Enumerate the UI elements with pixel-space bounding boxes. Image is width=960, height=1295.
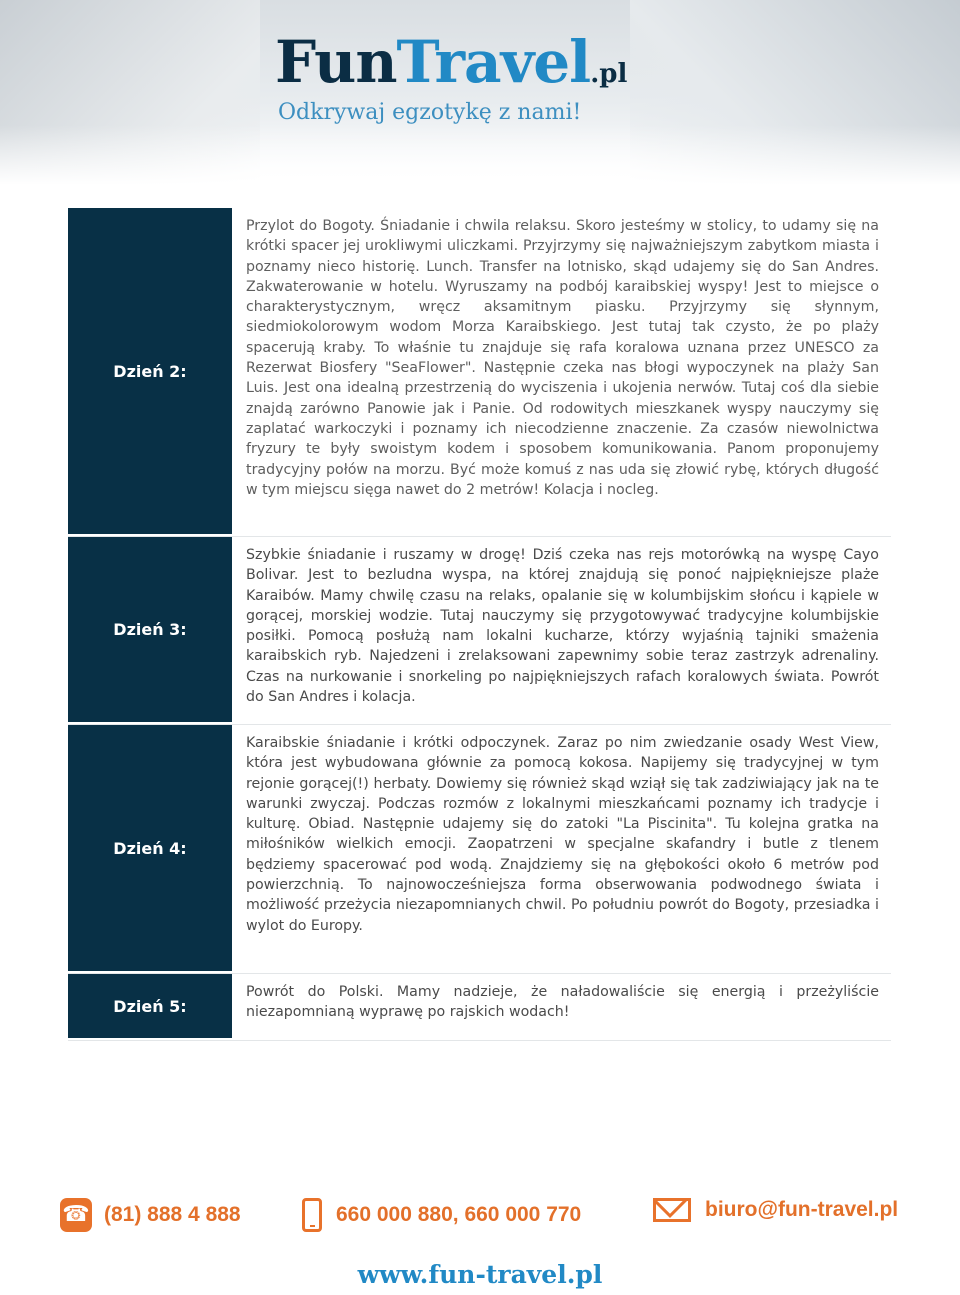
phone-icon: [60, 1198, 92, 1232]
tagline: Odkrywaj egzotykę z nami!: [278, 100, 582, 125]
day-label: Dzień 5:: [68, 974, 232, 1040]
day-label: Dzień 2:: [68, 208, 232, 536]
day-description: Karaibskie śniadanie i krótki odpoczynek. Zaraz po nim zwiedzanie osady West View, która jest wybudowana głównie za pomocą kokosa. Napijemy się tradycyjnej w tym rejonie gorącej(!) herbaty. Dowiemy się również skąd wziął się tak zadziwiający jak na te warunki zwyczaj. Podczas rozmów z lokalnymi mieszkańcami poznamy ich tradycje i kulturę. Obiad. Następnie udajemy się do zatoki "La Piscinita". Tu kolejna gratka na miłośników wielkich emocji. Zaopatrzeni w specjalne skafandry i butle z tlenem będziemy spacerować pod wodą. Znajdziemy się na głębokości około 6 metrów pod powierzchnią. To najnowocześniejsza forma obserwowania podwodnego świata i możliwość przeżycia niezapomnianych chwil. Po południu powrót do Bogoty, przesiadka i wylot do Europy.: [246, 735, 879, 934]
itinerary-row: [68, 208, 891, 537]
logo-travel: Travel: [396, 28, 591, 96]
day-label: Dzień 3:: [68, 537, 232, 724]
website-link[interactable]: www.fun-travel.pl: [357, 1260, 603, 1289]
email-contact[interactable]: [653, 1198, 898, 1222]
email-address: biuro@fun-travel.pl: [705, 1198, 899, 1221]
itinerary-row: [68, 537, 891, 725]
phone-contact[interactable]: [60, 1198, 241, 1232]
logo[interactable]: [275, 28, 627, 96]
day-description: Szybkie śniadanie i ruszamy w drogę! Dziś czeka nas rejs motorówką na wyspę Cayo Bolivar. Jest to bezludna wyspa, na której znajdują się ponoć najpiękniejsze plaże Karaibów. Mamy chwilę czasu na relaks, opalanie się w kolumbijskim słońcu i kąpiele w gorącej, morskiej wodzie. Tutaj nauczymy się przygotowywać tradycyjne kolumbijskie posiłki. Pomocą posłużą nam lokalni kucharze, którzy wyjaśnią tajniki smażenia karaibskich ryb. Najedzeni i zrelaksowani zapewnimy sobie teraz zastrzyk adrenaliny. Czas na nurkowanie i snorkeling po najpiękniejszych rafach koralowych świata. Powrót do San Andres i kolacja.: [246, 547, 879, 706]
mobile-phone-icon: [302, 1198, 322, 1232]
day-description: Powrót do Polski. Mamy nadzieje, że naładowaliście się energią i przeżyliście niezapomnianą wyprawę po rajskich wodach!: [246, 984, 879, 1021]
header-banner: [0, 0, 960, 185]
itinerary-row: [68, 725, 891, 974]
phone-number: (81) 888 4 888: [104, 1203, 241, 1226]
logo-pl: .pl: [590, 59, 628, 89]
mobile-numbers: 660 000 880, 660 000 770: [336, 1203, 582, 1226]
itinerary-table: [68, 208, 891, 1041]
day-label: Dzień 4:: [68, 725, 232, 973]
envelope-icon: [653, 1198, 691, 1222]
itinerary-row: [68, 974, 891, 1041]
day-description: Przylot do Bogoty. Śniadanie i chwila relaksu. Skoro jesteśmy w stolicy, to udamy się na krótki spacer jej urokliwymi uliczkami. Przyjrzymy się najważniejszym zabytkom miasta i poznamy nieco historię. Lunch. Transfer na lotnisko, skąd udajemy się do San Andres. Zakwaterowanie w hotelu. Wyruszamy na podbój karaibskiej wyspy! Jest to miejsce o charakterystycznym, wręcz aksamitnym piasku. Przyjrzymy się słynnym, siedmiokolorowym wodom Morza Karaibskiego. Jest tutaj tak czysto, że po plaży spacerują kraby. To właśnie tu znajduje się rafa koralowa uznana przez UNESCO za Rezerwat Biosfery "SeaFlower". Następnie czeka nas błogi wypoczynek na plaży San Luis. Jest ona idealną przestrzenią do wyciszenia i ukojenia nerwów. Tutaj coś dla siebie znajdą zarówno Panowie jak i Panie. Od rodowitych mieszkanek wyspy nauczymy się zaplatać warkoczyki i poznamy ich niecodzienne znaczenie. Za czasów niewolnictwa fryzury te były swoistym kodem i sposobem komunikowania. Panom proponujemy tradycyjny połów na morzu. Być może komuś z nas uda się złowić rybę, których długość w tym miejscu sięga nawet do 2 metrów! Kolacja i nocleg.: [246, 218, 879, 498]
header-fade: [0, 125, 960, 185]
mobile-contact[interactable]: [302, 1198, 581, 1232]
footer: [0, 1190, 960, 1295]
logo-fun: Fun: [275, 28, 397, 96]
